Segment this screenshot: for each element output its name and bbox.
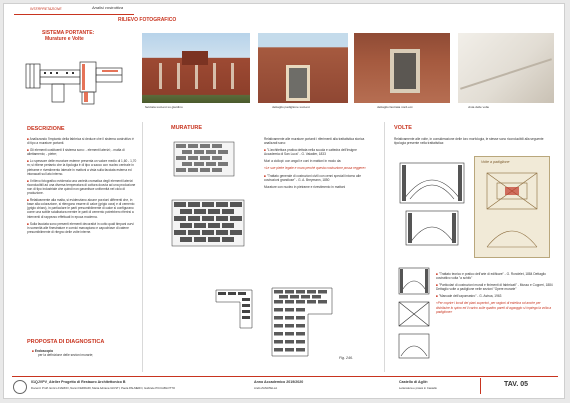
page-title: RILIEVO FOTOGRAFICO [118,17,177,23]
sistema-title [42,30,94,42]
column-divider-1 [142,122,143,372]
murature-intro: Relativamente alle murature portanti i riferimenti alla trattatistica storica analizzati sono: [264,137,365,146]
descrizione-title: DESCRIZIONE [27,126,65,132]
floor-plan-drawing [22,50,128,110]
footer-rule [12,376,558,377]
photo-facade-tower [182,51,208,65]
murature-title: MURATURE [171,125,203,131]
footer-teachers: Docenti: Proff. Enrico FIARDO, Nanni FERRARI, Maria Adriana GIUSTI, Paola PALMERO, Gabriele PICCABLOTTO [31,386,176,390]
volte-refs [436,272,554,317]
vault-plan-title: Volte a padiglione [481,160,510,164]
volte-ref-2: ■ "Particolari di costruzioni murali e finimenti di fabbricati" - Musso e Copperi, 1884 Dettaglio volte a padiglione nelle sezioni "Opere murarie" [436,283,553,292]
murature-ref-2: ■ "Trattato generale di costruzioni civili con cenni speciali intorno alle costruzioni grandiose" - G. A. Breymann, 1850 [264,173,362,182]
footer-castle: Castello di Agliè: [399,380,429,384]
murature-ref-1: ■ "L'architettura pratica dettata nella scuola e cattedra dell'Insigne Accademia di San Luca" - G. Valadier, 1833 [264,148,357,157]
murature-text [264,137,372,192]
university-logo [13,380,27,394]
descrizione-paragraph-3: ■ Lo spessore delle murature esterne presenta un valore medio di 1,60 - 1,70 m; si ritiene pertanto che la tipologia è di tipo a sacco con nucleo centrale in pietrame e rivestimento laterale in mattoni a vista sulla facciata esterna ed intonacati sul lato interno. [27,159,137,176]
photo-caption-4: vista delle volte [468,105,490,109]
descrizione-paragraph-1: ■ Analizzando l'impianto della fabbrica si deduce che il sistema costruttivo è di tipo a murature portanti. [27,137,134,146]
footer-castle-sub: Letteratura e prassi in Castello [399,386,437,390]
volte-ref-3: ■ "Manuale dell'capomastro" - G. Astrua, 1963 [436,294,502,299]
photo-pavilion [258,33,348,103]
drawing-sheet [3,3,565,399]
footer-students: Andò ZANATELLA [254,386,278,390]
murature-fig-label: Fig. 246. [339,356,353,360]
diagnostica-bullet: Endoscopia [34,349,53,353]
wall-section-drawings [164,134,256,262]
volte-quote: «Per coprire i locali dei piani superiori, per ragioni di estetica od anche per distribuire lo spino ed il carico sulle quattro pareti di appoggio si impiega la volta a padiglione» [436,301,552,314]
murature-quote-1: «Le sue pietre legate e mura perché questa costruzione possa reggere» [264,166,366,171]
sistema-title-line2: Murature e Volte [45,36,84,42]
photo-caption-1: facciata sud-est su giardino [145,105,183,109]
photo-facade-detail [354,33,450,103]
vault-plan-plate [474,156,550,258]
descrizione-paragraph-5: ■ Relativamente alla malta, si evidenziano alcune porzioni differenti che, in base alla colorazione, si ritengono essere di calce (grigio ocra) e di cemento (grigio chiaro), in particolare le parti presumibilmente di calce si configurano come una sottile scialbatura mentre le parti di cemento potrebbero riferirsi a interventi di rappezzo effettuati in epoca moderna. [27,198,135,219]
murature-ref-2-body: Murature con nucleo in pietrame e rivestimento in mattoni [264,184,346,189]
descrizione-text [27,137,137,237]
volte-intro: Relativamente alle volte, in considerazione delle loro morfologia, le stesse sono riconducibili alla seguente tipologia presente nella trattatistica: [394,137,544,146]
photo-vault [458,33,554,103]
photo-facade [142,33,250,103]
sistema-title-line1: SISTEMA PORTANTE: [42,30,95,36]
photo-facade-detail-icon [390,49,420,93]
vault-detail-drawings [396,266,432,362]
vault-section-drawing [396,159,468,249]
diagnostica-desc: per la definizione delle sezioni murarie; [38,353,94,358]
descrizione-paragraph-2: ■ Gli elementi costituenti il sistema sono: - elementi laterizi; - malta di allettamento; - pietre; [27,148,125,157]
footer-divider [480,378,481,394]
footer-year: Anno Accademico 2019/2020 [254,380,304,384]
photo-pavilion-icon [286,65,310,101]
footer-course: 01QJVPV_Atelier Progetto di Restauro Architettonico B [31,380,126,384]
column-divider-2 [384,122,385,372]
vault-plan-drawing [481,169,543,253]
volte-title: VOLTE [394,125,412,131]
descrizione-paragraph-6: ■ Sulla facciata sono presenti elementi decorativi in cotto quali timpani curvi in sommità alle finestrature e cornici marcapiano e capochiave di catene presumibilmente di ritegno delle volte interne. [27,221,134,234]
photo-caption-2: dettaglio padiglione sud-est [272,105,310,109]
diagnostica-title: PROPOSTA DI DIAGNOSTICA [27,339,105,345]
header-subsection: Analisi costruttiva [92,5,124,10]
descrizione-paragraph-4: ■ Il rilievo fotografico evidenzia una varietà cromatica degli elementi laterizi riconducibili ad una diversa temperatura di cottura dovuta ad una produzione non di tipo industriale che quindi non garantisce uniformità nel ciclo di produzione. [27,178,136,196]
header-section: INTERPRETAZIONE [30,7,62,11]
photo-vault-icon [460,58,552,90]
diagnostica-text: ■ Endoscopia per la definizione delle sezioni murarie; [32,349,132,357]
photo-facade-icon [150,63,240,89]
sheet-number: TAV. 05 [504,381,528,388]
murature-ref-1-body: Muri a cicliopi: con angoli e coni in mattoni in modo da: [264,159,342,164]
volte-ref-1: ■ "Trattato teorico e pratico dell'arte di edificare" - G. Rondelet, 1884 Dettaglio costruttivo volta "a schifo" [436,272,546,281]
photo-caption-3: dettaglio facciata nord-est [377,105,413,109]
